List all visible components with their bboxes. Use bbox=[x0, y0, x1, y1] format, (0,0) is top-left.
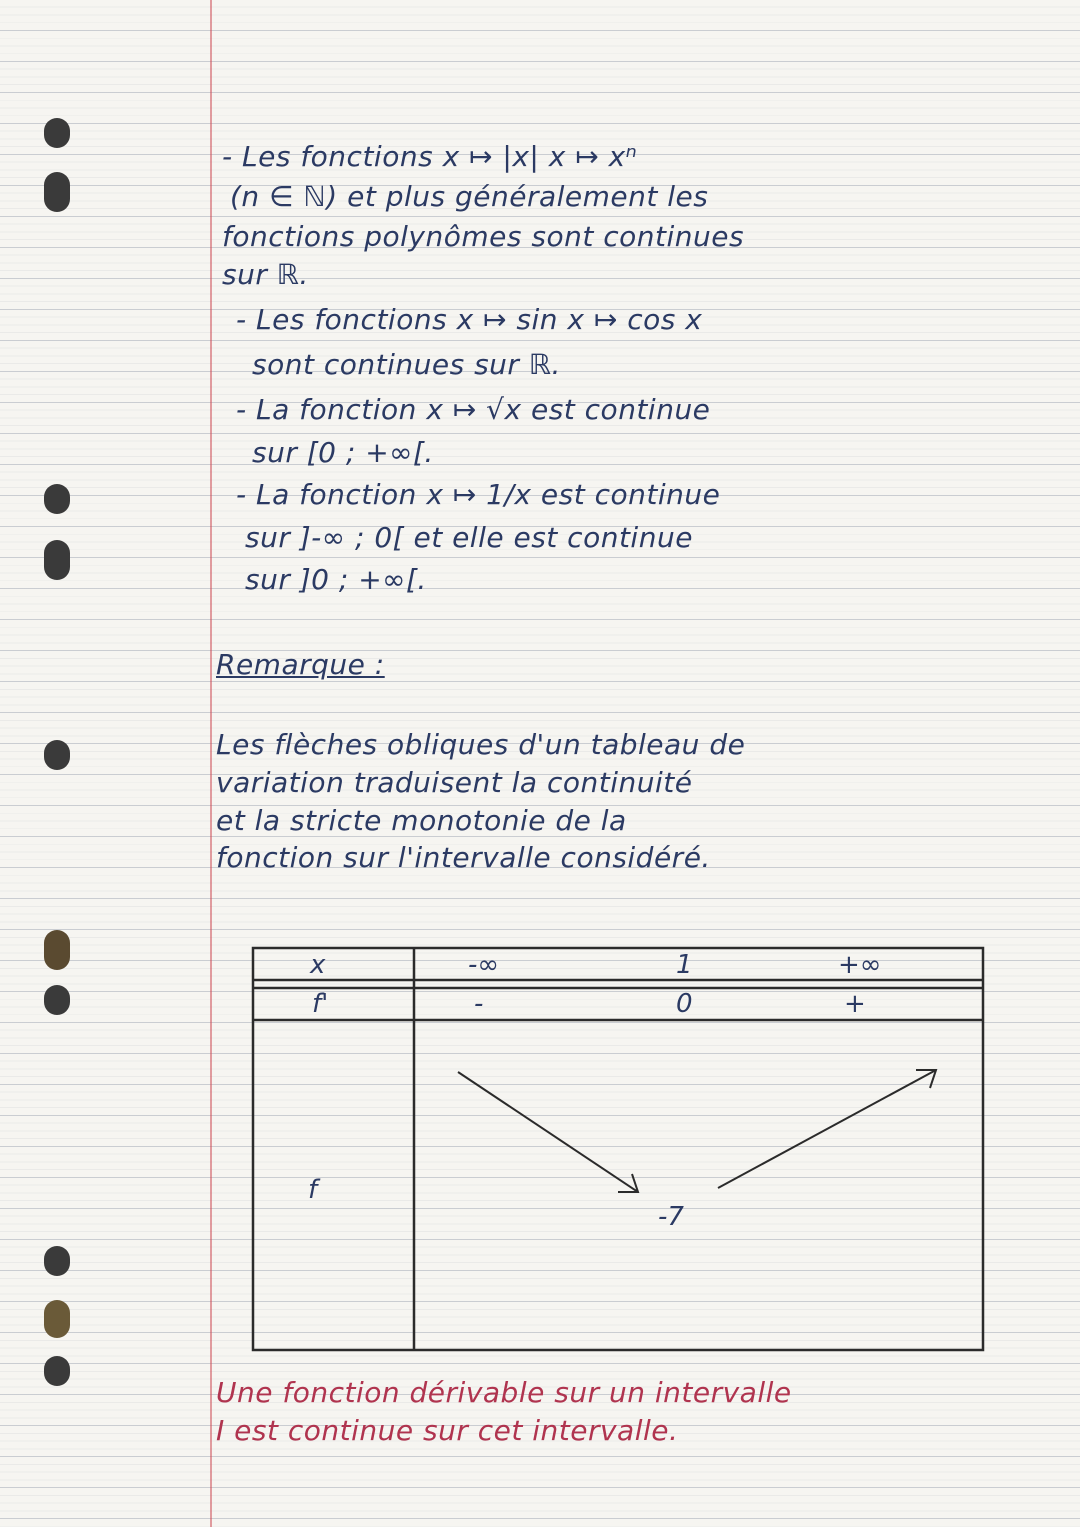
row-fprime-label: f' bbox=[312, 989, 329, 1019]
binder-hole bbox=[44, 1300, 70, 1338]
x-value: -∞ bbox=[468, 950, 500, 980]
binder-hole bbox=[44, 484, 70, 514]
note-line: sur [0 ; +∞[. bbox=[252, 436, 434, 469]
variation-table bbox=[248, 940, 988, 1360]
note-line: sont continues sur ℝ. bbox=[252, 348, 561, 381]
binder-hole bbox=[44, 985, 70, 1015]
decreasing-arrow bbox=[458, 1072, 638, 1192]
remark-line: et la stricte monotonie de la bbox=[216, 804, 627, 837]
remark-title: Remarque : bbox=[216, 648, 385, 681]
note-line: - Les fonctions x ↦ sin x ↦ cos x bbox=[236, 303, 703, 336]
binder-hole bbox=[44, 1246, 70, 1276]
conclusion-line: Une fonction dérivable sur un intervalle bbox=[216, 1376, 792, 1409]
increasing-arrow bbox=[718, 1070, 936, 1188]
fprime-sign: 0 bbox=[676, 989, 693, 1019]
conclusion-line: I est continue sur cet intervalle. bbox=[216, 1414, 679, 1447]
note-line: sur ℝ. bbox=[222, 258, 309, 291]
note-line: sur ]0 ; +∞[. bbox=[245, 563, 427, 596]
binder-hole bbox=[44, 540, 70, 580]
margin-line bbox=[210, 0, 212, 1527]
f-min-value: -7 bbox=[658, 1202, 684, 1232]
fprime-sign: + bbox=[844, 989, 866, 1019]
note-line: - La fonction x ↦ 1/x est continue bbox=[236, 478, 721, 511]
remark-line: Les flèches obliques d'un tableau de bbox=[216, 728, 746, 761]
note-line: sur ]-∞ ; 0[ et elle est continue bbox=[245, 521, 693, 554]
note-line: fonctions polynômes sont continues bbox=[222, 220, 745, 253]
x-value: 1 bbox=[676, 950, 693, 980]
row-x-label: x bbox=[310, 950, 326, 980]
remark-line: fonction sur l'intervalle considéré. bbox=[216, 841, 711, 874]
fprime-sign: - bbox=[474, 989, 484, 1019]
note-line: - La fonction x ↦ √x est continue bbox=[236, 393, 711, 426]
x-value: +∞ bbox=[838, 950, 882, 980]
binder-hole bbox=[44, 930, 70, 970]
binder-hole bbox=[44, 1356, 70, 1386]
note-line: (n ∈ ℕ) et plus généralement les bbox=[230, 180, 709, 213]
note-line: - Les fonctions x ↦ |x| x ↦ xⁿ bbox=[222, 140, 638, 173]
binder-hole bbox=[44, 118, 70, 148]
row-f-label: f bbox=[308, 1175, 318, 1205]
binder-hole bbox=[44, 172, 70, 212]
table-border bbox=[253, 948, 983, 1350]
binder-hole bbox=[44, 740, 70, 770]
remark-line: variation traduisent la continuité bbox=[216, 766, 693, 799]
